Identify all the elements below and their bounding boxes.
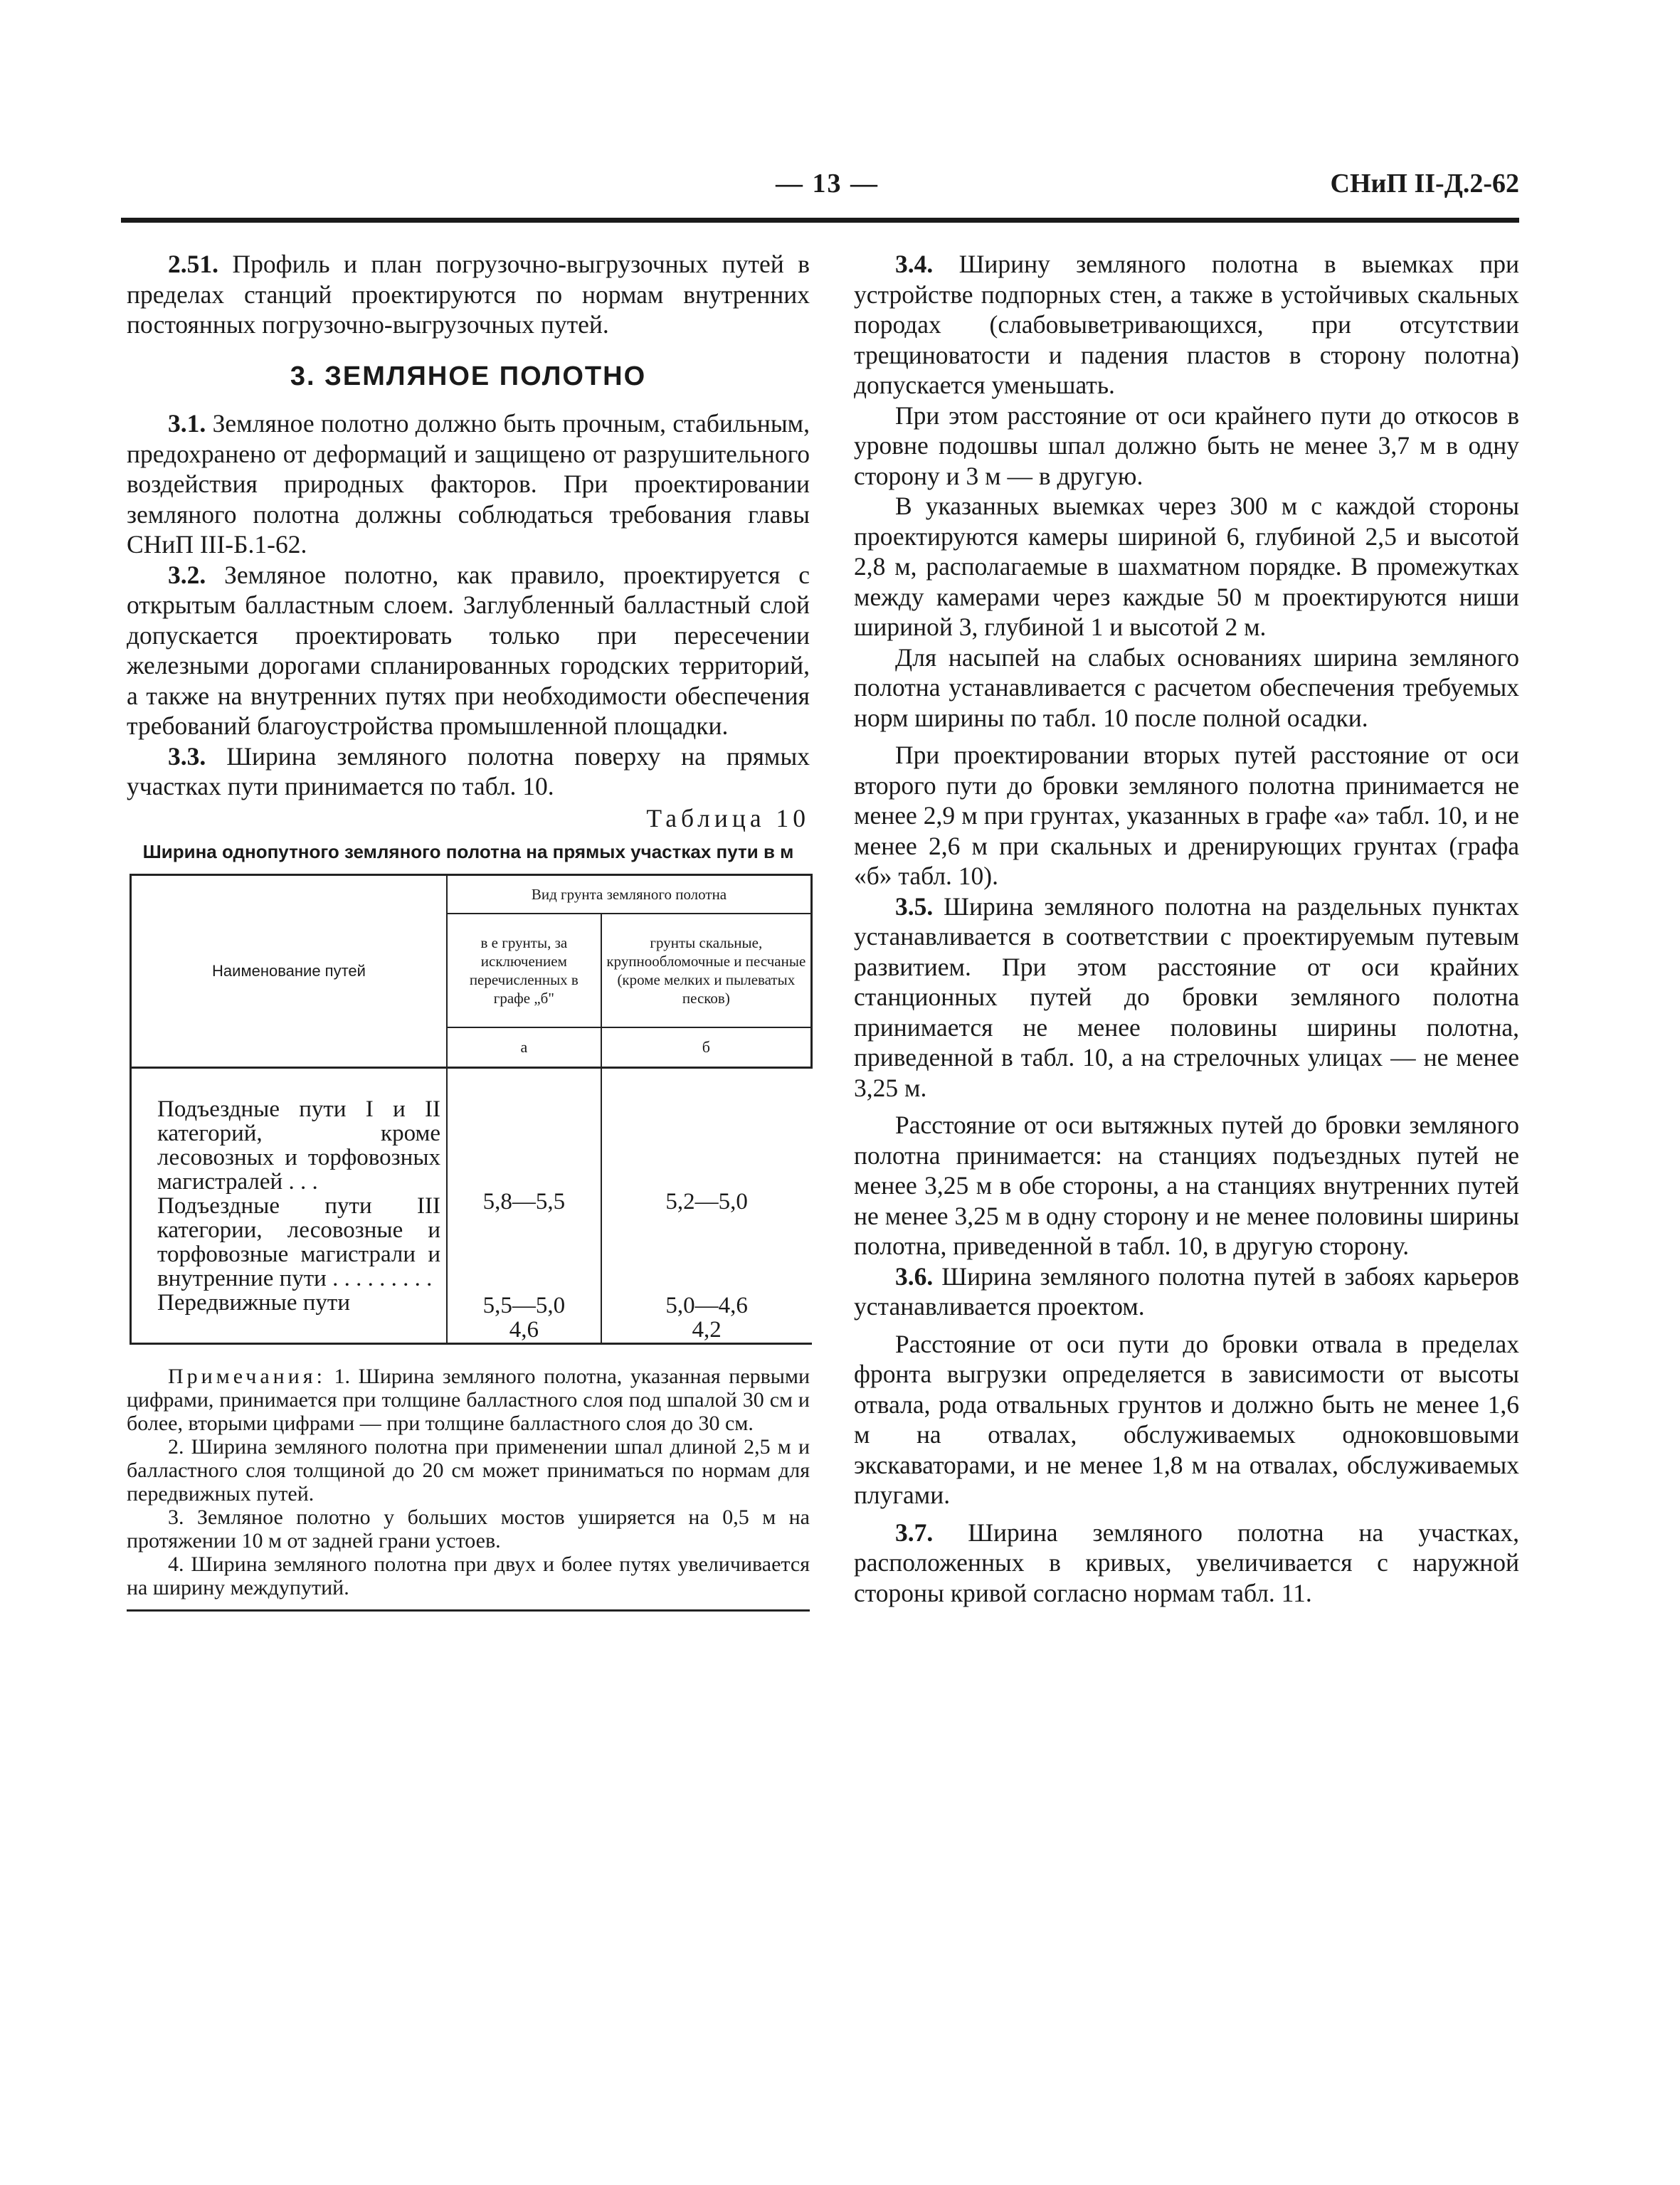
right-column xyxy=(854,249,1519,1608)
section-title: 3. ЗЕМЛЯНОЕ ПОЛОТНО xyxy=(290,361,647,391)
paragraph-text: Профиль и план погрузочно-выгрузочных путей в пределах станций проектируются по нормам внутренних постоянных погрузочно-выгрузочных путей. xyxy=(127,250,810,339)
column-header-name: Наименование путей xyxy=(131,875,448,1068)
column-letter-b: б xyxy=(601,1027,812,1068)
paragraph-3-4 xyxy=(854,249,1519,401)
column-letter-a: а xyxy=(447,1027,601,1068)
paragraph-3-4-e: При проектировании вторых путей расстояние от оси второго пути до бровки земляного полотна принимается не менее 2,9 м при грунтах, указанных в графе «а» табл. 10, и не менее 2,6 м при скальных и дренирующих грунтах (графа «б» табл. 10). xyxy=(854,741,1519,890)
table-title: Ширина однопутного земляного полотна на прямых участках пути в м xyxy=(142,841,794,862)
clause-number: 3.7. xyxy=(895,1518,934,1547)
table-cell: 5,5—5,0 xyxy=(482,1293,566,1318)
paragraph-text: Ширина земляного полотна путей в забоях карьеров устанавливается проектом. xyxy=(854,1261,1519,1321)
table-10 xyxy=(130,874,813,1345)
table-cell: 5,0—4,6 xyxy=(665,1293,748,1318)
clause-number: 3.5. xyxy=(895,892,934,921)
column-b-values xyxy=(601,1068,812,1344)
paragraph-text: Ширина земляного полотна на раздельных пунктах устанавливается в соответствии с проектируемым путевым развитием. При этом расстояние от оси крайних станционных путей до бровки земляного полотна принимается не менее половины ширины полотна, приведенной в табл. 10, а на стрелочных улицах — не менее 3,25 м. xyxy=(854,892,1519,1102)
paragraph-3-6-b: Расстояние от оси пути до бровки отвала в пределах фронта выгрузки определяется в зависимости от высоты отвала, рода отвальных грунтов и должно быть не менее 1,6 м на отвалах, обслуживаемых одноковшовыми экскаваторами, и не менее 1,8 м на отвалах, обслуживаемых плугами. xyxy=(854,1329,1519,1509)
table-row-name: Передвижные пути xyxy=(157,1289,350,1316)
column-group-header: Вид грунта земляного полотна xyxy=(447,875,812,914)
table-cell: 5,8—5,5 xyxy=(482,1189,566,1215)
column-header-a: в е грунты, за исключением перечисленных в графе „б" xyxy=(447,914,601,1027)
paragraph-text: Ширина земляного полотна поверху на прямых участках пути принимается по табл. 10. xyxy=(127,741,810,800)
notes-label: Примечания: xyxy=(168,1365,326,1388)
clause-number: 3.6. xyxy=(895,1261,934,1291)
note-3: 3. Земляное полотно у больших мостов уширяется на 0,5 м на протяжении 10 м от задней грани устоев. xyxy=(127,1506,810,1552)
table-cell: 4,2 xyxy=(692,1317,722,1343)
paragraph-3-5-b: Расстояние от оси вытяжных путей до бровки земляного полотна принимается: на станциях подъездных путей не менее 3,25 м в обе стороны, а на станциях внутренних путей не менее 3,25 м в одну сторону и не менее половины ширины полотна, приведенной в табл. 10, в другую сторону. xyxy=(854,1111,1519,1260)
row-names xyxy=(131,1068,448,1344)
note-4: 4. Ширина земляного полотна при двух и более путях увеличивается на ширину междупутий. xyxy=(127,1552,810,1599)
document-code: СНиП II-Д.2-62 xyxy=(1330,169,1519,199)
table-cell: 4,6 xyxy=(509,1317,539,1343)
paragraph-3-6 xyxy=(854,1261,1519,1322)
paragraph-3-4-d: Для насыпей на слабых основаниях ширина земляного полотна устанавливается с расчетом обеспечения требуемых норм ширины по табл. 10 после полной осадки. xyxy=(854,642,1519,732)
clause-number: 3.4. xyxy=(895,250,934,278)
left-column xyxy=(127,249,810,1612)
paragraph-text: Земляное полотно, как правило, проектируется с открытым балластным слоем. Заглубленный балластный слой допускается проектировать только при пересечении железными дорогами спланированных городских территорий, а также на внутренних путях при необходимости обеспечения требований благоустройства промышленной площадки. xyxy=(127,560,810,740)
note-2: 2. Ширина земляного полотна при применении шпал длиной 2,5 м и балластного слоя толщиной до 20 см может приниматься по нормам для передвижных путей. xyxy=(127,1435,810,1506)
clause-number: 2.51. xyxy=(168,250,218,278)
table-label: Таблица 10 xyxy=(646,803,810,832)
paragraph-3-7 xyxy=(854,1518,1519,1609)
header-rule xyxy=(121,218,1519,223)
clause-number: 3.2. xyxy=(168,560,206,589)
paragraph-text: Ширина земляного полотна на участках, расположенных в кривых, увеличивается с наружной стороны кривой согласно нормам табл. 11. xyxy=(854,1518,1519,1607)
paragraph-3-1 xyxy=(127,408,810,560)
table-cell: 5,2—5,0 xyxy=(665,1189,748,1215)
column-header-b: грунты скальные, крупнообломочные и песчаные (кроме мелких и пылеватых песков) xyxy=(601,914,812,1027)
paragraph-3-3 xyxy=(127,741,810,802)
page-number: — 13 — xyxy=(776,169,879,199)
table-row-name: Подъездные пути I и II категорий, кроме лесовозных и торфовозных магистралей . . . xyxy=(157,1096,440,1195)
table-row-name: Подъездные пути III категории, лесовозные и торфовозные магистрали и внутренние пути . . . . . . . . . xyxy=(157,1192,440,1291)
table-body xyxy=(131,1068,812,1344)
paragraph-text: Ширину земляного полотна в выемках при устройстве подпорных стен, а также в устойчивых скальных породах (слабовыветривающихся, при отсутствии трещиноватости и падения пластов в сторону полотна) допускается уменьшать. xyxy=(854,250,1519,399)
page-header xyxy=(121,168,1519,218)
paragraph-3-4-c: В указанных выемках через 300 м с каждой стороны проектируются камеры шириной 6, глубиной 2,5 и высотой 2,8 м, располагаемые в шахматном порядке. В промежутках между камерами через каждые 50 м проектируются ниши шириной 3, глубиной 1 и высотой 2 м. xyxy=(854,492,1519,641)
clause-number: 3.1. xyxy=(168,409,206,438)
paragraph-text: Земляное полотно должно быть прочным, стабильным, предохранено от деформаций и защищено от разрушительного воздействия природных факторов. При проектировании земляного полотна должны соблюдаться требования главы СНиП III-Б.1-62. xyxy=(127,409,810,559)
table-notes xyxy=(127,1365,810,1599)
paragraph-3-5 xyxy=(854,892,1519,1104)
paragraph-3-2 xyxy=(127,560,810,741)
paragraph-3-4-b: При этом расстояние от оси крайнего пути до откосов в уровне подошвы шпал должно быть не менее 3,7 м в одну сторону и 3 м — в другую. xyxy=(854,401,1519,490)
clause-number: 3.3. xyxy=(168,741,206,771)
paragraph-2-51 xyxy=(127,249,810,340)
note-1: Примечания: 1. Ширина земляного полотна, указанная первыми цифрами, принимается при толщине балластного слоя под шпалой 30 см и более, вторыми цифрами — при толщине балластного слоя до 30 см. xyxy=(127,1365,810,1435)
column-a-values xyxy=(447,1068,601,1344)
notes-rule xyxy=(127,1609,810,1612)
